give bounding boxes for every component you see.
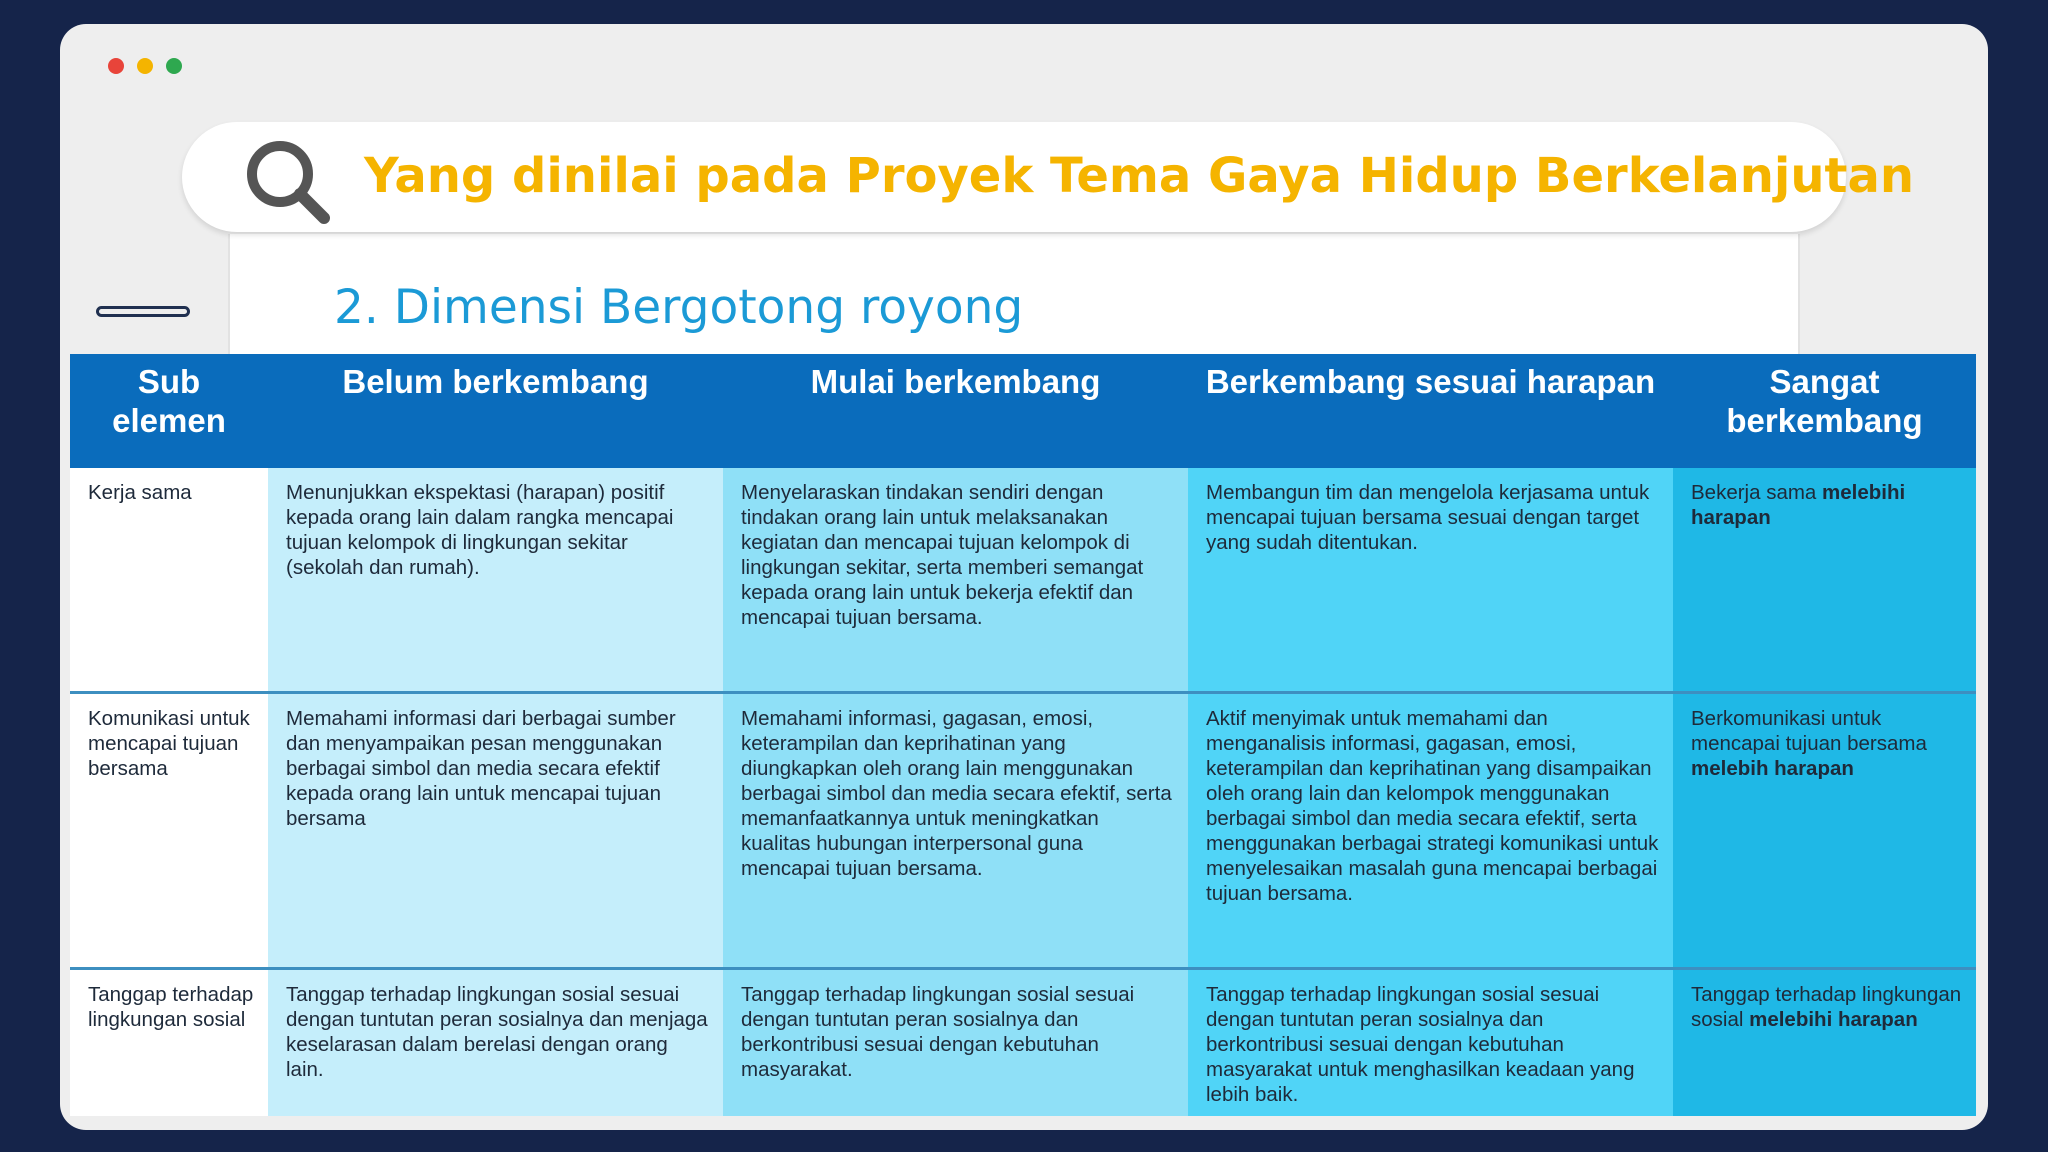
search-icon bbox=[242, 136, 332, 226]
cell-sangat-emphasis: melebihi harapan bbox=[1691, 481, 1906, 529]
cell-sub-elemen: Kerja sama bbox=[70, 468, 268, 692]
cell-sangat-text: Bekerja sama bbox=[1691, 481, 1823, 504]
cell-sesuai: Tanggap terhadap lingkungan sosial sesuai dengan tuntutan peran sosialnya dan berkontribusi sesuai dengan kebutuhan masyarakat untuk menghasilkan keadaan yang lebih baik. bbox=[1188, 968, 1673, 1116]
cell-sub-elemen: Tanggap terhadap lingkungan sosial bbox=[70, 968, 268, 1116]
maximize-dot[interactable] bbox=[166, 58, 182, 74]
cell-sesuai: Membangun tim dan mengelola kerjasama untuk mencapai tujuan bersama sesuai dengan target yang sudah ditentukan. bbox=[1188, 468, 1673, 692]
header-mulai-berkembang: Mulai berkembang bbox=[723, 354, 1188, 468]
cell-mulai: Tanggap terhadap lingkungan sosial sesuai dengan tuntutan peran sosialnya dan berkontribusi sesuai dengan kebutuhan masyarakat. bbox=[723, 968, 1188, 1116]
app-window bbox=[60, 24, 1988, 1130]
window-controls bbox=[108, 58, 182, 74]
section-subtitle: 2. Dimensi Bergotong royong bbox=[334, 280, 1024, 335]
cell-sangat-text: Tanggap terhadap lingkungan sosial bbox=[1691, 982, 1962, 1031]
header-sangat-berkembang: Sangat berkembang bbox=[1673, 354, 1976, 468]
cell-sangat-emphasis: melebihi harapan bbox=[1749, 1007, 1918, 1031]
header-belum-berkembang: Belum berkembang bbox=[268, 354, 723, 468]
cell-sub-elemen: Komunikasi untuk mencapai tujuan bersama bbox=[70, 692, 268, 968]
cell-sangat bbox=[1673, 692, 1976, 968]
table-header-row bbox=[70, 354, 1976, 468]
cell-mulai: Memahami informasi, gagasan, emosi, keterampilan dan keprihatinan yang diungkapkan oleh orang lain menggunakan berbagai simbol dan media secara efektif, serta memanfaatkannya untuk meningkatkan kualitas hubungan interpersonal guna mencapai tujuan bersama. bbox=[723, 692, 1188, 968]
cell-belum: Tanggap terhadap lingkungan sosial sesuai dengan tuntutan peran sosialnya dan menjaga keselarasan dalam berelasi dengan orang lain. bbox=[268, 968, 723, 1116]
cell-sangat-text: Berkomunikasi untuk mencapai tujuan bersama bbox=[1691, 706, 1927, 755]
close-dot[interactable] bbox=[108, 58, 124, 74]
cell-sangat bbox=[1673, 468, 1976, 692]
header-sub-elemen: Sub elemen bbox=[70, 354, 268, 468]
side-pill-decoration bbox=[96, 306, 190, 317]
search-title: Yang dinilai pada Proyek Tema Gaya Hidup Berkelanjutan bbox=[364, 148, 1915, 204]
search-bar[interactable] bbox=[182, 122, 1915, 232]
cell-belum: Memahami informasi dari berbagai sumber dan menyampaikan pesan menggunakan berbagai simbol dan media secara efektif kepada orang lain untuk mencapai tujuan bersama bbox=[268, 692, 723, 968]
cell-sangat-emphasis: melebih harapan bbox=[1691, 756, 1854, 780]
cell-mulai: Menyelaraskan tindakan sendiri dengan tindakan orang lain untuk melaksanakan kegiatan dan mencapai tujuan kelompok di lingkungan sekitar, serta memberi semangat kepada orang lain untuk bekerja efektif dan mencapai tujuan bersama. bbox=[723, 468, 1188, 692]
cell-belum: Menunjukkan ekspektasi (harapan) positif kepada orang lain dalam rangka mencapai tujuan kelompok di lingkungan sekitar (sekolah dan rumah). bbox=[268, 468, 723, 692]
table-row bbox=[70, 692, 1976, 968]
cell-sangat bbox=[1673, 968, 1976, 1116]
table-row bbox=[70, 468, 1976, 692]
cell-sesuai: Aktif menyimak untuk memahami dan menganalisis informasi, gagasan, emosi, keterampilan dan keprihatinan yang disampaikan oleh orang lain dan kelompok menggunakan berbagai simbol dan media secara efektif, serta menggunakan berbagai strategi komunikasi untuk menyelesaikan masalah guna mencapai berbagai tujuan bersama. bbox=[1188, 692, 1673, 968]
header-berkembang-sesuai-harapan: Berkembang sesuai harapan bbox=[1188, 354, 1673, 468]
table-row bbox=[70, 968, 1976, 1116]
rubric-table bbox=[70, 354, 1976, 1116]
minimize-dot[interactable] bbox=[137, 58, 153, 74]
